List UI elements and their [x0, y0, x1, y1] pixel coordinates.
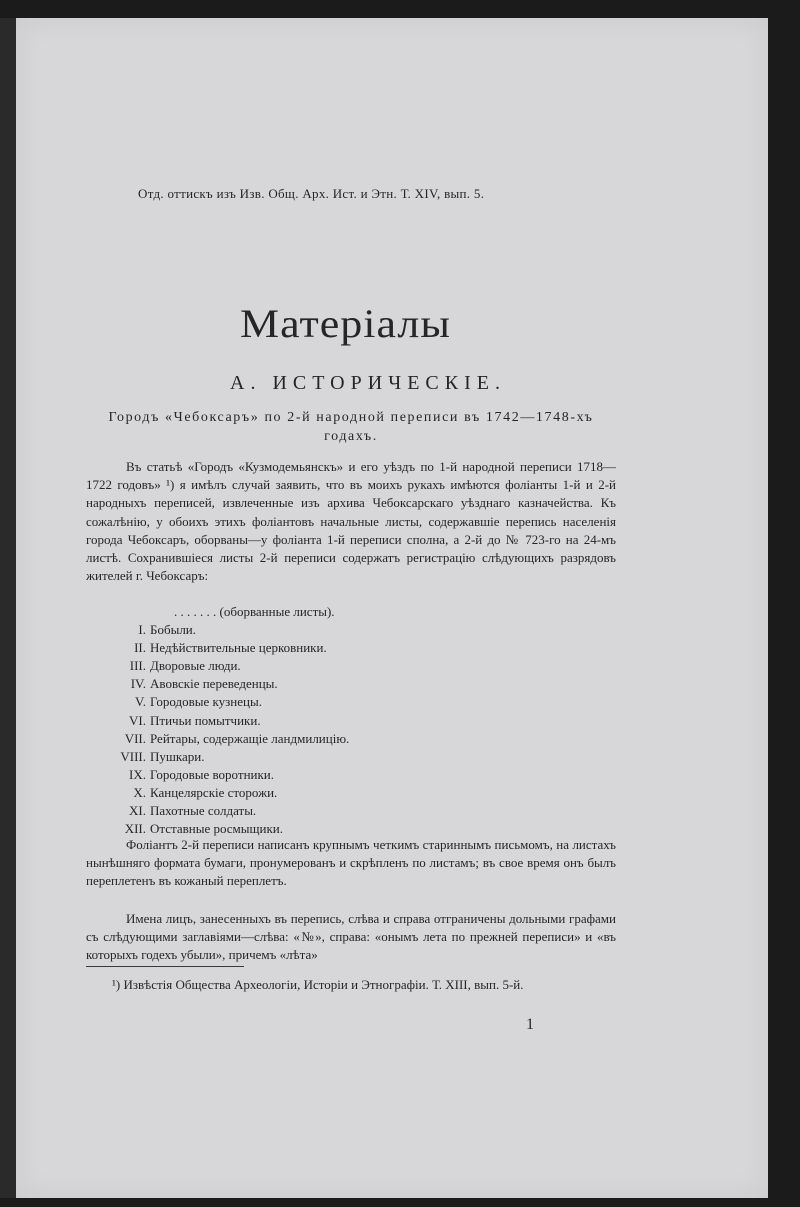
category-item: [0, 676, 278, 694]
article-subtitle: Городъ «Чебоксаръ» по 2-й народной переписи въ 1742—1748-хъ годахъ.: [108, 410, 594, 444]
torn-pages-note: . . . . . . . (оборванные листы).: [174, 604, 335, 619]
category-number: XII.: [124, 821, 146, 837]
category-number: X.: [133, 784, 146, 800]
category-number: IV.: [130, 676, 146, 692]
category-label: Дворовые люди.: [150, 658, 241, 674]
category-number: VI.: [129, 712, 146, 728]
category-number: I.: [138, 622, 146, 637]
category-item: [0, 622, 197, 640]
category-label: Городовые воротники.: [150, 766, 275, 782]
category-item: [0, 803, 257, 821]
category-item: [0, 712, 261, 731]
category-item: [0, 784, 278, 803]
category-item: [0, 658, 241, 676]
paragraph-folio: Фоліантъ 2-й переписи написанъ крупнымъ четкимъ стариннымъ письмомъ, на листахъ нынѣшняго формата бумаги, пронумерованъ и скрѣпленъ по листамъ; въ свое время онъ былъ переплетенъ въ кожаный переплетъ.: [86, 837, 616, 889]
category-label: Отставные росмыщики.: [150, 821, 284, 837]
footnote: ¹) Извѣстія Общества Археологіи, Исторіи и Этнографіи. Т. XIII, вып. 5-й.: [112, 977, 524, 992]
category-label: Рейтары, содержащіе ландмилицію.: [150, 730, 350, 746]
category-item: [0, 730, 350, 749]
category-number: V.: [135, 694, 146, 710]
category-number: VII.: [124, 730, 146, 746]
category-label: Авовскіе переведенцы.: [150, 676, 278, 692]
category-label: Бобыли.: [150, 622, 197, 637]
category-item: [0, 640, 327, 658]
footnote-divider: [86, 966, 244, 967]
page-number: 1: [526, 1016, 534, 1033]
category-label: Пушкари.: [150, 748, 205, 764]
section-title: А. ИСТОРИЧЕСКІЕ.: [230, 372, 506, 394]
category-item: [0, 694, 262, 712]
category-number: II.: [134, 640, 146, 656]
category-label: Городовые кузнецы.: [150, 694, 262, 710]
category-number: IX.: [129, 766, 146, 782]
category-item: [0, 766, 275, 785]
paragraph-intro: Въ статьѣ «Городъ «Кузмодемьянскъ» и его уѣздъ по 1-й народной переписи 1718—1722 годовъ» ¹) я имѣлъ случай заявить, что въ моихъ рукахъ имѣются фоліанты 1-й и 2-й народныхъ переписей, извлеченные изъ архива Чебоксарскаго уѣзднаго казначейства. Къ сожалѣнію, у обоихъ этихъ фоліантовъ начальные листы, содержавшіе перепись населенія города Чебоксаръ, оборваны—у фоліанта 1-й переписи сполна, а 2-й до № 723-го на 24-мъ листѣ. Сохранившіеся листы 2-й переписи содержатъ регистрацію слѣдующихъ разрядовъ жителей г. Чебоксаръ:: [86, 459, 616, 584]
category-label: Пахотные солдаты.: [150, 803, 257, 818]
category-number: III.: [129, 658, 146, 674]
offprint-note: Отд. оттискъ изъ Изв. Общ. Арх. Ист. и Этн. Т. XIV, вып. 5.: [138, 186, 485, 201]
main-title: Матеріалы: [240, 300, 451, 346]
category-label: Птичьи помытчики.: [150, 712, 261, 728]
category-label: Канцелярскіе сторожи.: [150, 784, 278, 800]
category-item: [0, 748, 205, 767]
category-number: VIII.: [120, 748, 146, 764]
category-number: XI.: [129, 803, 146, 818]
category-label: Недѣйствительные церковники.: [150, 640, 327, 656]
paragraph-names: Имена лицъ, занесенныхъ въ перепись, слѣва и справа отграничены дольными графами съ слѣдующими заглавіями—слѣва: «№», справа: «онымъ лета по прежней переписи» и «въ которыхъ годехъ убыли», причемъ «лѣта»: [86, 911, 616, 963]
scan-edge: [0, 18, 16, 1198]
